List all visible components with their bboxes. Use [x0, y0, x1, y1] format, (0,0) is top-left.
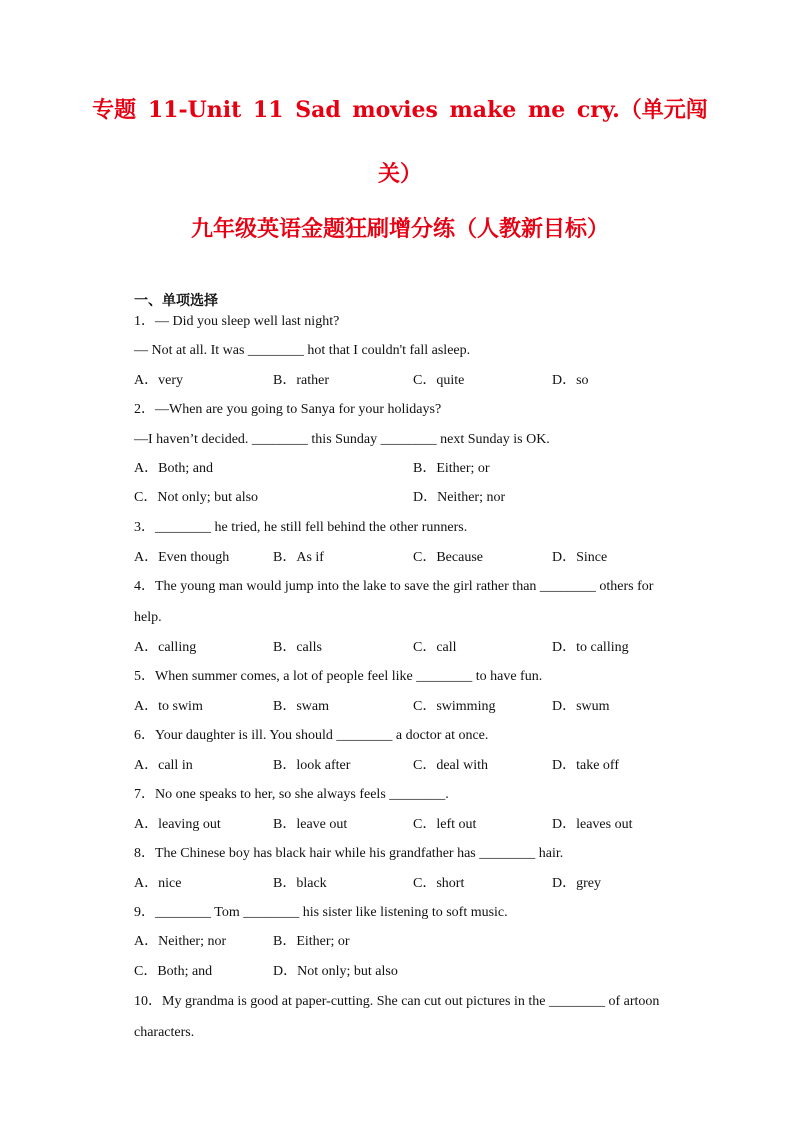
question-2-option-a: A．Both; and: [134, 461, 213, 476]
title-line-1: 专题 11-Unit 11 Sad movies make me cry.（单元闯: [92, 97, 708, 123]
question-2-option-d: D．Neither; nor: [413, 490, 506, 505]
question-5-option-b: B．swam: [273, 699, 329, 714]
section-heading: 一、单项选择: [134, 293, 218, 309]
question-1-option-c: C．quite: [413, 373, 465, 388]
question-3-option-c: C．Because: [413, 550, 483, 565]
question-2-stem-2: —I haven’t decided. ________ this Sunday ________ next Sunday is OK.: [134, 432, 550, 447]
question-1-stem: 1．— Did you sleep well last night?: [134, 314, 340, 329]
question-9-option-b: B．Either; or: [273, 934, 350, 949]
question-4-option-d: D．to calling: [552, 640, 629, 655]
question-3-option-d: D．Since: [552, 550, 608, 565]
question-3-option-a: A．Even though: [134, 550, 230, 565]
question-5-option-d: D．swum: [552, 699, 610, 714]
question-5-option-c: C．swimming: [413, 699, 496, 714]
question-7-option-a: A．leaving out: [134, 817, 221, 832]
question-8-option-b: B．black: [273, 876, 327, 891]
question-7-stem: 7．No one speaks to her, so she always feels ________.: [134, 787, 449, 802]
question-2-stem: 2．—When are you going to Sanya for your holidays?: [134, 402, 442, 417]
question-8-option-d: D．grey: [552, 876, 601, 891]
question-8-option-c: C．short: [413, 876, 465, 891]
question-7-option-d: D．leaves out: [552, 817, 633, 832]
question-6-option-d: D．take off: [552, 758, 619, 773]
question-4-stem: 4．The young man would jump into the lake to save the girl rather than ________ others for: [134, 579, 654, 594]
question-1-option-a: A．very: [134, 373, 183, 388]
question-1-option-d: D．so: [552, 373, 589, 388]
question-6-option-a: A．call in: [134, 758, 193, 773]
question-9-option-d: D．Not only; but also: [273, 964, 398, 979]
question-10-stem-2: characters.: [134, 1025, 195, 1040]
question-6-option-c: C．deal with: [413, 758, 489, 773]
question-4-option-a: A．calling: [134, 640, 197, 655]
question-6-option-b: B．look after: [273, 758, 351, 773]
title-line-2: 关）: [377, 161, 422, 187]
question-1-option-b: B．rather: [273, 373, 329, 388]
question-4-option-b: B．calls: [273, 640, 322, 655]
question-9-option-a: A．Neither; nor: [134, 934, 227, 949]
question-4-option-c: C．call: [413, 640, 457, 655]
question-3-option-b: B．As if: [273, 550, 324, 565]
question-9-stem: 9．________ Tom ________ his sister like listening to soft music.: [134, 905, 508, 920]
subtitle: 九年级英语金题狂刷增分练（人教新目标）: [190, 216, 609, 242]
question-8-stem: 8．The Chinese boy has black hair while his grandfather has ________ hair.: [134, 846, 564, 861]
question-6-stem: 6．Your daughter is ill. You should ________ a doctor at once.: [134, 728, 489, 743]
question-8-option-a: A．nice: [134, 876, 182, 891]
question-3-stem: 3．________ he tried, he still fell behind the other runners.: [134, 520, 468, 535]
question-5-stem: 5．When summer comes, a lot of people feel like ________ to have fun.: [134, 669, 543, 684]
question-7-option-c: C．left out: [413, 817, 477, 832]
question-4-stem-2: help.: [134, 610, 162, 625]
question-2-option-b: B．Either; or: [413, 461, 490, 476]
question-1-stem-2: — Not at all. It was ________ hot that I couldn't fall asleep.: [134, 343, 471, 358]
question-2-option-c: C．Not only; but also: [134, 490, 259, 505]
question-9-option-c: C．Both; and: [134, 964, 213, 979]
question-7-option-b: B．leave out: [273, 817, 348, 832]
question-10-stem: 10．My grandma is good at paper-cutting. She can cut out pictures in the ________ of artoon: [134, 994, 660, 1009]
question-5-option-a: A．to swim: [134, 699, 203, 714]
